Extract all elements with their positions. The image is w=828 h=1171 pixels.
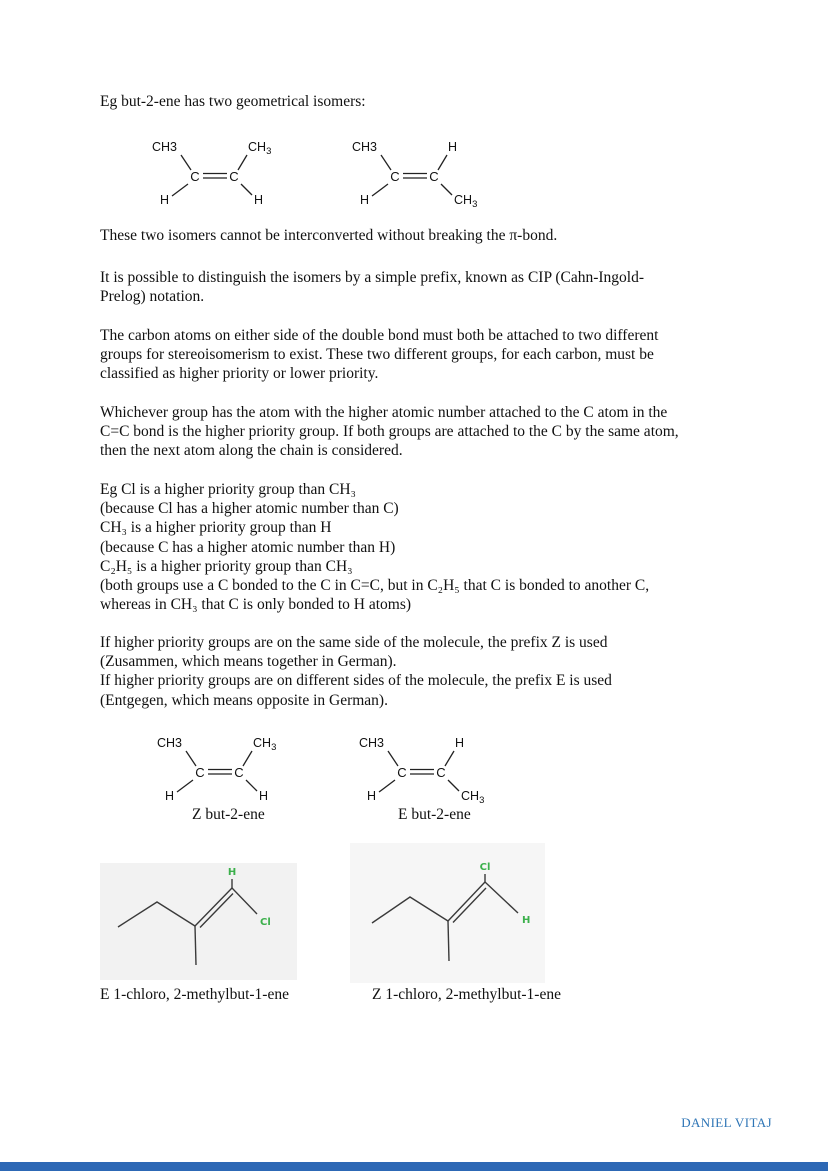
substituent-top-right: H (455, 736, 465, 750)
skeletal-structure-z-isomer (350, 843, 545, 983)
text-line: (Zusammen, which means together in German). (100, 653, 397, 671)
paragraph-cip (100, 268, 760, 306)
paragraph-interconvert (100, 226, 760, 245)
text-line: (Entgegen, which means opposite in German). (100, 691, 388, 709)
bond-lines (372, 155, 452, 196)
substituent-bottom-left: H (360, 193, 370, 207)
caption-z-chloro-methylbutene: Z 1-chloro, 2-methylbut-1-ene (372, 986, 561, 1003)
paragraph-priority-examples (100, 480, 760, 614)
substituent-top-left: CH3 (157, 736, 183, 750)
substituent-top-right: H (448, 140, 458, 154)
chlorine-label: Cl (260, 917, 271, 928)
skeletal-structure-e-isomer (100, 863, 297, 980)
text-line: C=C bond is the higher priority group. If both groups are attached to the C by the same atom, (100, 423, 679, 441)
text-line: CH₃ is a higher priority group than H (100, 519, 332, 537)
text-line: Eg but-2-ene has two geometrical isomers: (100, 93, 366, 110)
text-line: These two isomers cannot be interconverted without breaking the π-bond. (100, 227, 558, 244)
substituent-bottom-right: $CH_3$ (461, 789, 485, 806)
footer-bar (0, 1162, 828, 1171)
bond-lines (372, 874, 518, 961)
text-line: whereas in CH₃ that C is only bonded to H atoms) (100, 596, 412, 614)
carbon-atom-left: C (397, 765, 407, 780)
carbon-atom-right: C (436, 765, 446, 780)
paragraph-whichever (100, 403, 760, 461)
molecule-diagram-e-but-2-ene (345, 730, 505, 811)
text-line: (because Cl has a higher atomic number than C) (100, 500, 399, 518)
text-line: Eg Cl is a higher priority group than CH₃ (100, 481, 356, 498)
bond-lines (172, 155, 252, 196)
text-line: (because C has a higher atomic number than H) (100, 538, 396, 556)
hydrogen-label: H (227, 867, 237, 878)
substituent-top-right: $CH_3$ (253, 736, 277, 753)
substituent-top-left: CH3 (359, 736, 385, 750)
paragraph-intro (100, 92, 760, 111)
text-line: then the next atom along the chain is considered. (100, 442, 403, 460)
substituent-bottom-left: H (165, 789, 175, 803)
molecule-svg (338, 134, 498, 210)
substituent-bottom-right: H (259, 789, 269, 803)
carbon-atom-left: C (390, 169, 400, 184)
molecule-svg (138, 134, 298, 210)
carbon-atom-right: C (229, 169, 239, 184)
molecule-svg (345, 730, 505, 806)
text-line: C₂H₅ is a higher priority group than CH₃ (100, 557, 353, 575)
substituent-bottom-left: H (367, 789, 377, 803)
molecule-svg (143, 730, 303, 806)
carbon-atom-right: C (429, 169, 439, 184)
caption-e-chloro-methylbutene: E 1-chloro, 2-methylbut-1-ene (100, 986, 289, 1003)
text-line: It is possible to distinguish the isomers by a simple prefix, known as CIP (Cahn-Ingold- (100, 269, 645, 286)
carbon-atom-right: C (234, 765, 244, 780)
text-line: If higher priority groups are on the same side of the molecule, the prefix Z is used (100, 634, 608, 651)
substituent-bottom-left: H (160, 193, 170, 207)
hydrogen-label: H (522, 915, 531, 926)
caption-z-but-2-ene: Z but-2-ene (192, 806, 265, 823)
substituent-bottom-right: H (254, 193, 264, 207)
author-name: DANIEL VITAJ (681, 1115, 772, 1130)
carbon-atom-left: C (190, 169, 200, 184)
text-line: The carbon atoms on either side of the double bond must both be attached to two different (100, 327, 659, 344)
molecule-diagram-e-but-2-ene (338, 134, 498, 215)
carbon-atom-left: C (195, 765, 205, 780)
chlorine-label: Cl (479, 862, 491, 873)
substituent-top-left: CH3 (152, 140, 178, 154)
caption-e-but-2-ene: E but-2-ene (398, 806, 471, 823)
molecule-diagram-z-but-2-ene (138, 134, 298, 215)
bond-lines (177, 751, 257, 792)
text-line: classified as higher priority or lower priority. (100, 365, 379, 383)
substituent-bottom-right: $CH_3$ (454, 193, 478, 210)
text-line: Prelog) notation. (100, 288, 205, 306)
text-line: Whichever group has the atom with the higher atomic number attached to the C atom in the (100, 404, 668, 421)
molecule-diagram-z-but-2-ene (143, 730, 303, 811)
text-line: (both groups use a C bonded to the C in C=C, but in C₂H₅ that C is bonded to another C, (100, 577, 650, 595)
bond-lines (379, 751, 459, 792)
bond-lines (118, 879, 257, 965)
text-line: groups for stereoisomerism to exist. These two different groups, for each carbon, must be (100, 346, 654, 364)
skeletal-svg (350, 843, 545, 983)
substituent-top-right: $CH_3$ (248, 140, 272, 157)
text-line: If higher priority groups are on different sides of the molecule, the prefix E is used (100, 672, 612, 690)
paragraph-carbon-atoms (100, 326, 760, 384)
paragraph-ez-rules (100, 633, 760, 710)
skeletal-svg (100, 863, 297, 980)
substituent-top-left: CH3 (352, 140, 378, 154)
